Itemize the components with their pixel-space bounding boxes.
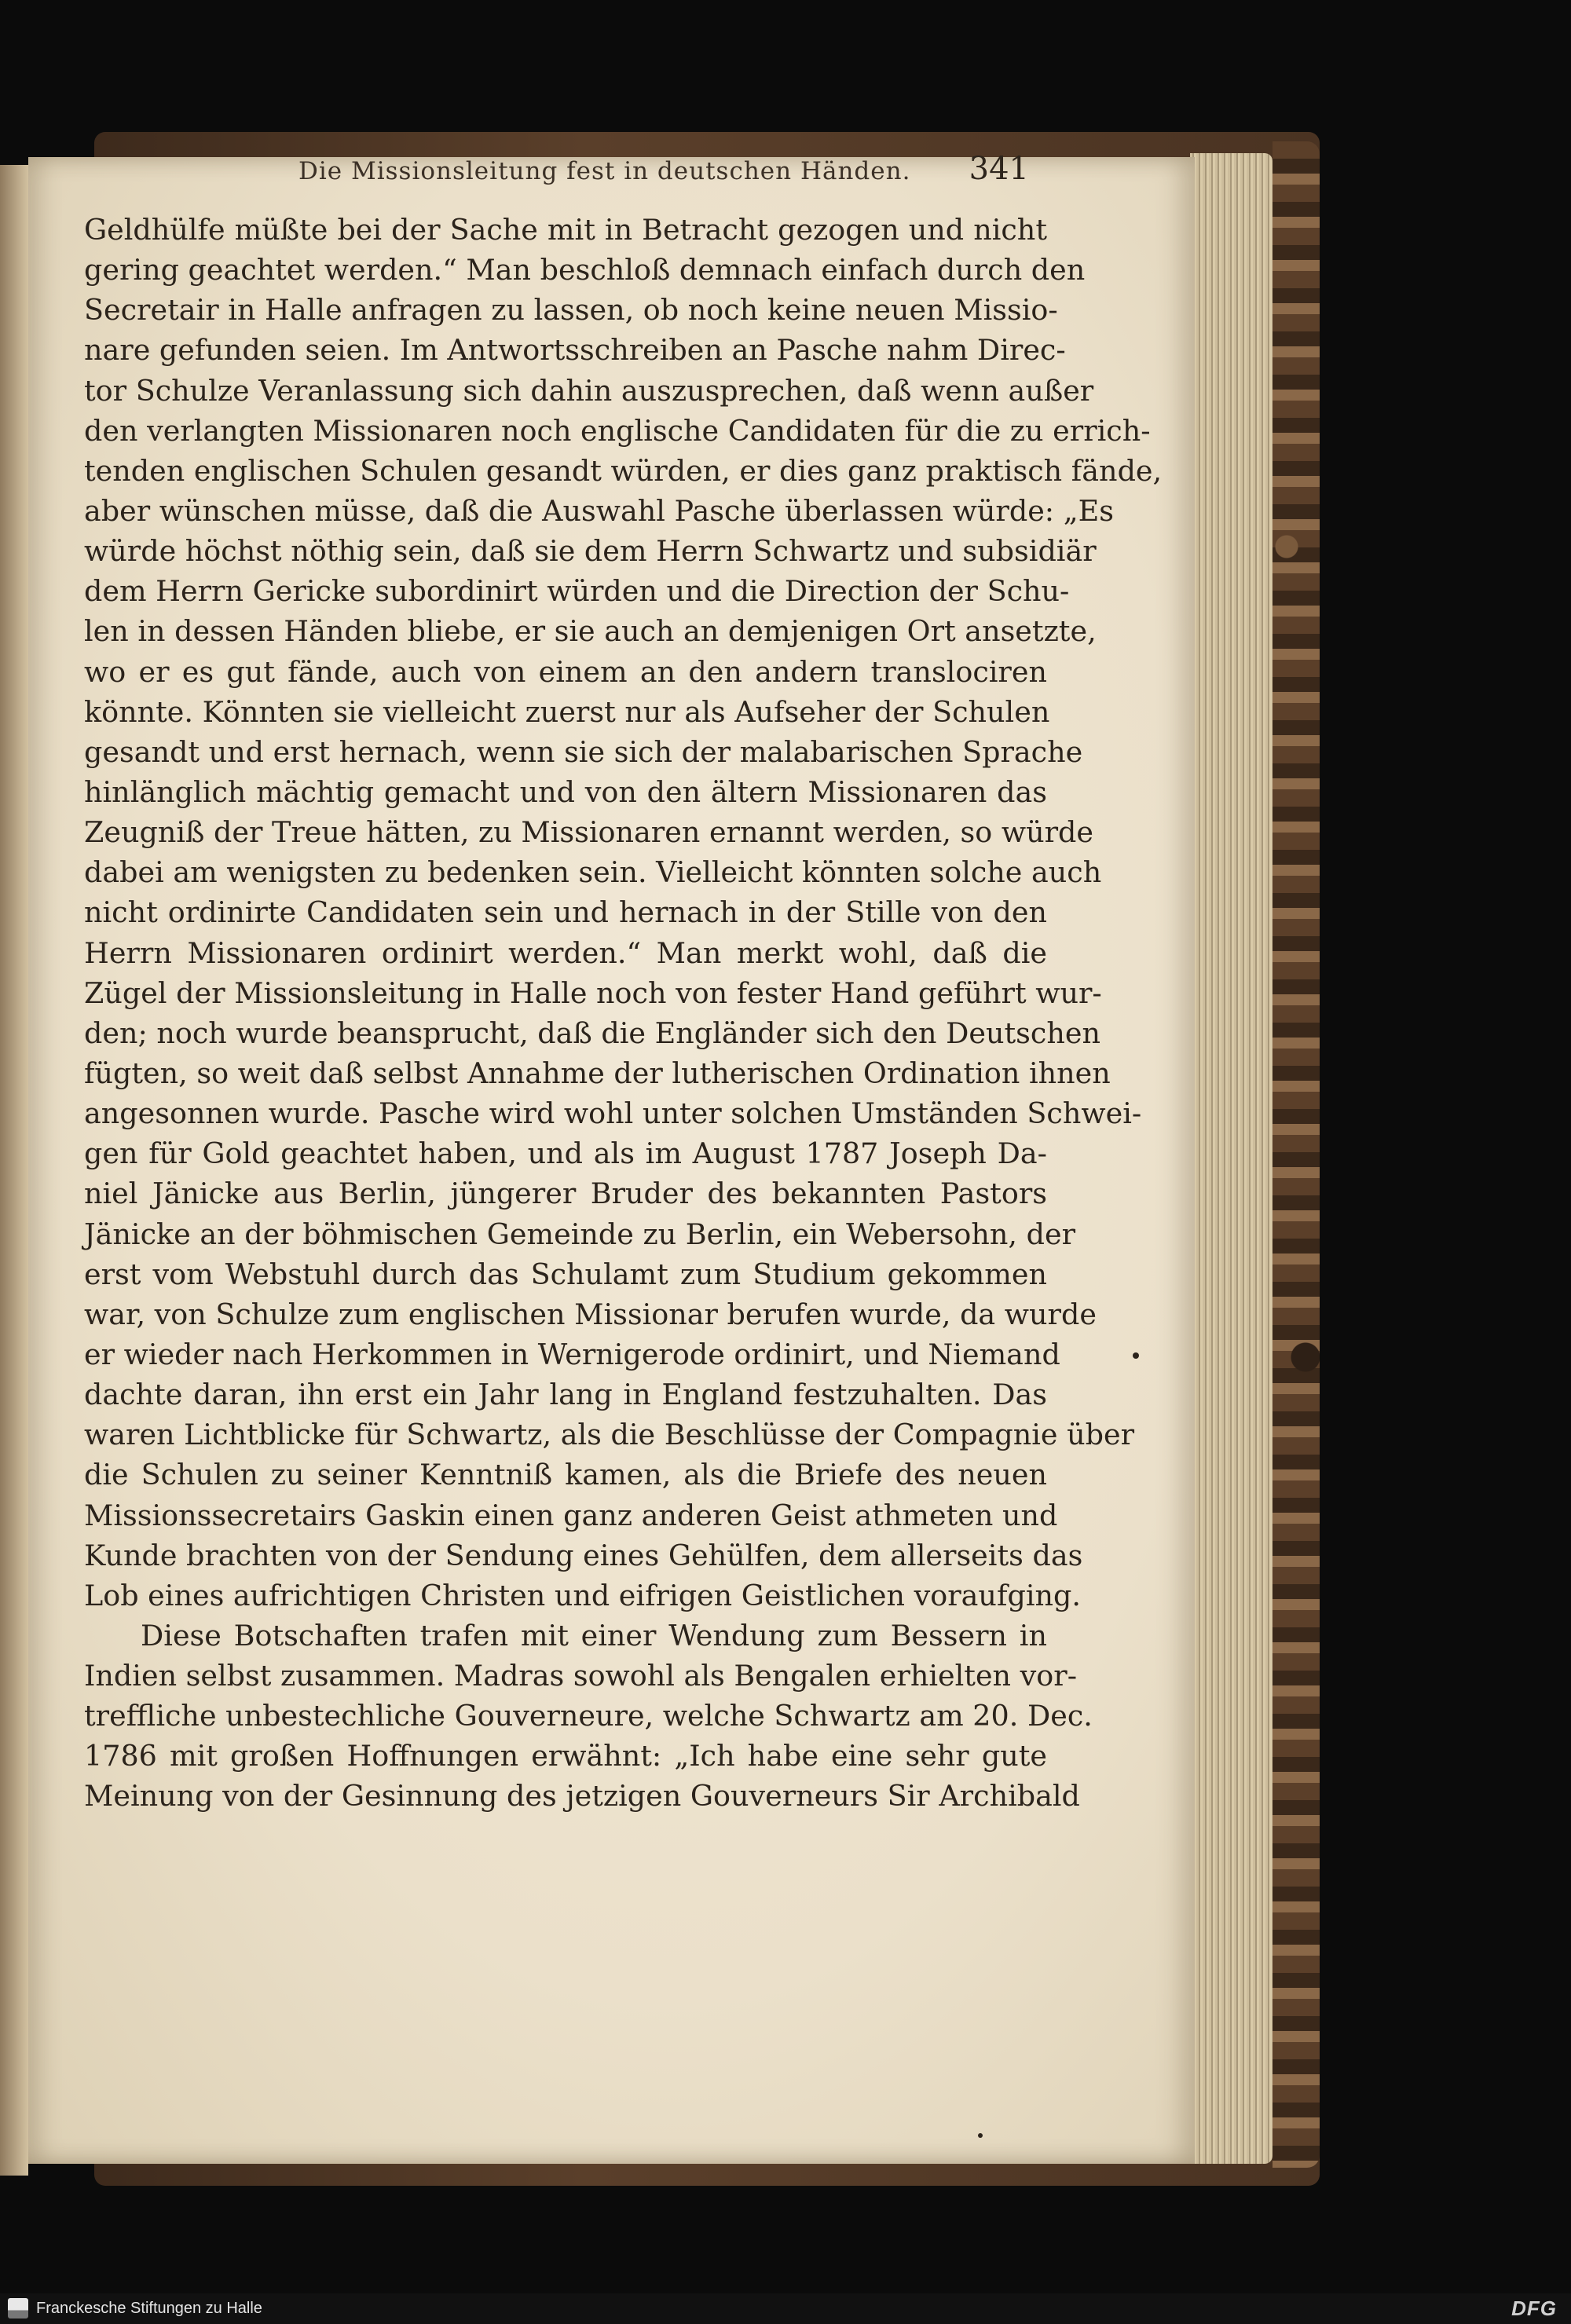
- text-line: er wieder nach Herkommen in Wernigerode ordinirt, und Niemand: [84, 1337, 1060, 1371]
- text-line: wo er es gut fände, auch von einem an den andern translociren: [84, 654, 1047, 689]
- text-line: treffliche unbestechliche Gouverneure, welche Schwartz am 20. Dec.: [84, 1699, 1093, 1733]
- text-line: nicht ordinirte Candidaten sein und hernach in der Stille von den: [84, 895, 1047, 930]
- text-line: Kunde brachten von der Sendung eines Gehülfen, dem allerseits das: [84, 1538, 1083, 1572]
- text-line: gering geachtet werden.“ Man beschloß demnach einfach durch den: [84, 253, 1086, 287]
- facing-page-edge: [0, 165, 28, 2176]
- book-binding-edge: [1273, 141, 1320, 2168]
- text-line: Jänicke an der böhmischen Gemeinde zu Berlin, ein Webersohn, der: [84, 1217, 1076, 1251]
- text-line: gesandt und erst hernach, wenn sie sich der malabarischen Sprache: [84, 734, 1083, 769]
- text-line: nare gefunden seien. Im Antwortsschreiben an Pasche nahm Direc-: [84, 333, 1066, 368]
- viewer-footer: [0, 2293, 1571, 2324]
- text-line: war, von Schulze zum englischen Missionar berufen wurde, da wurde: [84, 1297, 1097, 1331]
- text-line: würde höchst nöthig sein, daß sie dem Herrn Schwartz und subsidiär: [84, 534, 1097, 569]
- text-line: die Schulen zu seiner Kenntniß kamen, als die Briefe des neuen: [84, 1458, 1047, 1492]
- text-line: gen für Gold geachtet haben, und als im August 1787 Joseph Da-: [84, 1136, 1047, 1171]
- text-line: Zeugniß der Treue hätten, zu Missionaren ernannt werden, so würde: [84, 815, 1094, 850]
- text-line: den verlangten Missionaren noch englische Candidaten für die zu errich-: [84, 413, 1151, 448]
- ink-speck: [1133, 1352, 1139, 1359]
- text-line: niel Jänicke aus Berlin, jüngerer Bruder des bekannten Pastors: [84, 1177, 1047, 1211]
- text-line: fügten, so weit daß selbst Annahme der lutherischen Ordination ihnen: [84, 1056, 1111, 1090]
- page-number: 341: [969, 151, 1029, 187]
- text-line: Missionssecretairs Gaskin einen ganz anderen Geist athmeten und: [84, 1498, 1058, 1532]
- text-line: Meinung von der Gesinnung des jetzigen Gouverneurs Sir Archibald: [84, 1779, 1080, 1813]
- text-line: Geldhülfe müßte bei der Sache mit in Betracht gezogen und nicht: [84, 213, 1047, 247]
- text-line: aber wünschen müsse, daß die Auswahl Pasche überlassen würde: „Es: [84, 493, 1114, 528]
- text-line: angesonnen wurde. Pasche wird wohl unter solchen Umständen Schwei-: [84, 1096, 1142, 1131]
- institution-logo-icon: [8, 2298, 28, 2319]
- text-line: len in dessen Händen bliebe, er sie auch an demjenigen Ort ansetzte,: [84, 614, 1097, 649]
- text-line: erst vom Webstuhl durch das Schulamt zum Studium gekommen: [84, 1257, 1047, 1291]
- body-text: [84, 210, 1163, 1817]
- dfg-logo: DFG: [1511, 2297, 1557, 2320]
- text-line: tor Schulze Veranlassung sich dahin auszusprechen, daß wenn außer: [84, 373, 1094, 408]
- text-line: dem Herrn Gericke subordinirt würden und die Direction der Schu-: [84, 574, 1070, 609]
- ink-speck: [978, 2133, 983, 2138]
- text-line: 1786 mit großen Hoffnungen erwähnt: „Ich habe eine sehr gute: [84, 1739, 1047, 1773]
- text-line-paragraph-start: Diese Botschaften trafen mit einer Wendung zum Bessern in: [141, 1618, 1047, 1652]
- text-line: waren Lichtblicke für Schwartz, als die Beschlüsse der Compagnie über: [84, 1418, 1135, 1452]
- text-line: Zügel der Missionsleitung in Halle noch von fester Hand geführt wur-: [84, 975, 1102, 1010]
- text-line: dachte daran, ihn erst ein Jahr lang in England festzuhalten. Das: [84, 1378, 1047, 1412]
- text-line: tenden englischen Schulen gesandt würden, er dies ganz praktisch fände,: [84, 453, 1163, 488]
- running-head-title: Die Missionsleitung fest in deutschen Händen.: [298, 157, 911, 185]
- text-line-paragraph-end: Lob eines aufrichtigen Christen und eifrigen Geistlichen voraufging.: [84, 1578, 1081, 1612]
- text-line: Indien selbst zusammen. Madras sowohl als Bengalen erhielten vor-: [84, 1659, 1078, 1693]
- text-line: hinlänglich mächtig gemacht und von den ältern Missionaren das: [84, 774, 1047, 809]
- page-stack-edges: [1190, 153, 1273, 2164]
- institution-name: Franckesche Stiftungen zu Halle: [36, 2300, 262, 2317]
- text-line: den; noch wurde beansprucht, daß die Engländer sich den Deutschen: [84, 1016, 1100, 1050]
- text-line: dabei am wenigsten zu bedenken sein. Vielleicht könnten solche auch: [84, 855, 1102, 890]
- running-head: [94, 151, 1029, 198]
- text-line: Secretair in Halle anfragen zu lassen, ob noch keine neuen Missio-: [84, 293, 1058, 328]
- text-line: könnte. Könnten sie vielleicht zuerst nur als Aufseher der Schulen: [84, 694, 1050, 729]
- text-line: Herrn Missionaren ordinirt werden.“ Man merkt wohl, daß die: [84, 935, 1047, 970]
